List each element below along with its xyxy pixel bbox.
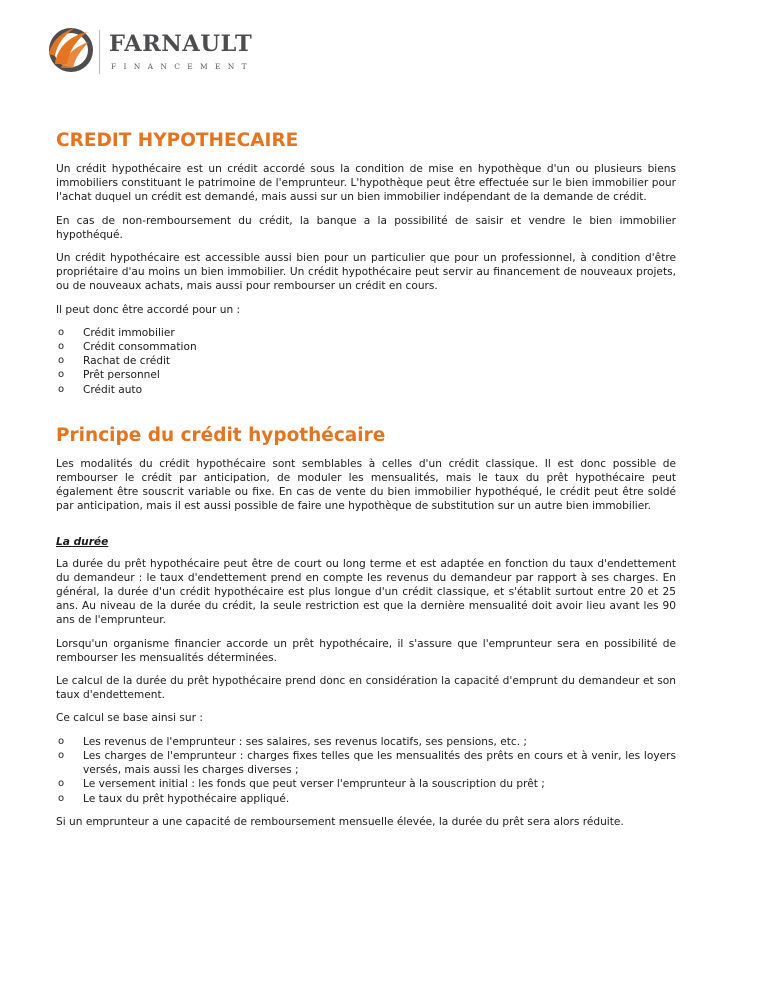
list-item xyxy=(56,792,676,806)
section-title-credit-hypothecaire: CREDIT HYPOTHECAIRE xyxy=(56,130,299,151)
bullet-circle-icon: o xyxy=(58,383,65,395)
list-item xyxy=(56,735,676,749)
company-logo xyxy=(47,22,254,80)
section-title-principe: Principe du crédit hypothécaire xyxy=(56,424,386,446)
bullet-circle-icon: o xyxy=(58,355,65,367)
list-item xyxy=(56,383,676,397)
list-item-text: Les revenus de l'emprunteur : ses salaires, ses revenus locatifs, ses pensions, etc. ; xyxy=(83,735,528,748)
list-item-text: Rachat de crédit xyxy=(83,355,171,368)
list-item xyxy=(56,354,676,368)
subsection-title-duree: La durée xyxy=(56,535,109,548)
document-body xyxy=(56,130,676,838)
paragraph: Un crédit hypothécaire est accessible aussi bien pour un particulier que pour un professionnel, à condition d'être propriétaire d'au moins un bien immobilier. Un crédit hypothécaire peut servir au financement de nouveaux projets, ou de nouveaux achats, mais aussi pour rembourser un crédit en cours. xyxy=(56,252,676,293)
paragraph: En cas de non-remboursement du crédit, la banque a la possibilité de saisir et vendre le bien immobilier hypothéqué. xyxy=(56,214,676,241)
calcul-criteria-list xyxy=(56,735,676,806)
bullet-circle-icon: o xyxy=(58,326,65,338)
paragraph: Un crédit hypothécaire est un crédit accordé sous la condition de mise en hypothèque d'un ou plusieurs biens immobiliers constituant le patrimoine de l'emprunteur. L'hypothèque peut être effectuée sur le bien immobilier pour l'achat duquel un crédit est demandé, mais aussi sur un bien immobilier indépendant de la demande de crédit. xyxy=(56,163,676,204)
paragraph: Les modalités du crédit hypothécaire sont semblables à celles d'un crédit classique. Il est donc possible de rembourser le crédit par anticipation, de moduler les mensualités, mais le taux du prêt hypothécaire peut également être souscrit variable ou fixe. En cas de vente du bien immobilier hypothéqué, le crédit peut être soldé par anticipation, mais il est aussi possible de faire une hypothèque de substitution sur un autre bien immobilier. xyxy=(56,457,676,513)
bullet-circle-icon: o xyxy=(58,778,65,790)
list-item-text: Prêt personnel xyxy=(83,369,160,382)
list-item xyxy=(56,749,676,777)
paragraph: Ce calcul se base ainsi sur : xyxy=(56,712,203,725)
list-item xyxy=(56,777,676,791)
list-item-text: Les charges de l'emprunteur : charges fixes telles que les mensualités des prêts en cours et à venir, les loyers versés, mais aussi les charges diverses ; xyxy=(83,749,676,777)
paragraph: Si un emprunteur a une capacité de remboursement mensuelle élevée, la durée du prêt sera alors réduite. xyxy=(56,815,624,828)
list-item-text: Crédit immobilier xyxy=(83,326,175,339)
paragraph: Lorsqu'un organisme financier accorde un prêt hypothécaire, il s'assure que l'emprunteur sera en possibilité de rembourser les mensualités déterminées. xyxy=(56,637,676,664)
list-item xyxy=(56,368,676,382)
bullet-circle-icon: o xyxy=(58,341,65,353)
bullet-circle-icon: o xyxy=(58,792,65,804)
list-item-text: Crédit consommation xyxy=(83,341,197,354)
paragraph: Il peut donc être accordé pour un : xyxy=(56,303,241,316)
logo-subtitle: FINANCEMENT xyxy=(111,62,254,71)
logo-name: FARNAULT xyxy=(109,31,253,57)
list-item xyxy=(56,326,676,340)
paragraph: La durée du prêt hypothécaire peut être de court ou long terme et est adaptée en fonction du taux d'endettement du demandeur : le taux d'endettement prend en compte les revenus du demandeur par rapport à ses charges. En général, la durée d'un crédit hypothécaire est plus longue d'un crédit classique, et s'établit surtout entre 20 et 25 ans. Au niveau de la durée du crédit, la seule restriction est que la dernière mensualité doit avoir lieu avant les 90 ans de l'emprunteur. xyxy=(56,557,676,627)
bullet-circle-icon: o xyxy=(58,369,65,381)
logo-divider xyxy=(99,30,100,74)
list-item xyxy=(56,340,676,354)
list-item-text: Crédit auto xyxy=(83,383,143,396)
paragraph: Le calcul de la durée du prêt hypothécaire prend donc en considération la capacité d'emprunt du demandeur et son taux d'endettement. xyxy=(56,675,676,702)
bullet-circle-icon: o xyxy=(58,735,65,747)
credit-types-list xyxy=(56,326,676,397)
bullet-circle-icon: o xyxy=(58,749,65,761)
list-item-text: Le taux du prêt hypothécaire appliqué. xyxy=(83,792,290,805)
list-item-text: Le versement initial : les fonds que peut verser l'emprunteur à la souscription du prêt ; xyxy=(83,778,545,791)
farnault-flame-icon xyxy=(47,24,95,74)
